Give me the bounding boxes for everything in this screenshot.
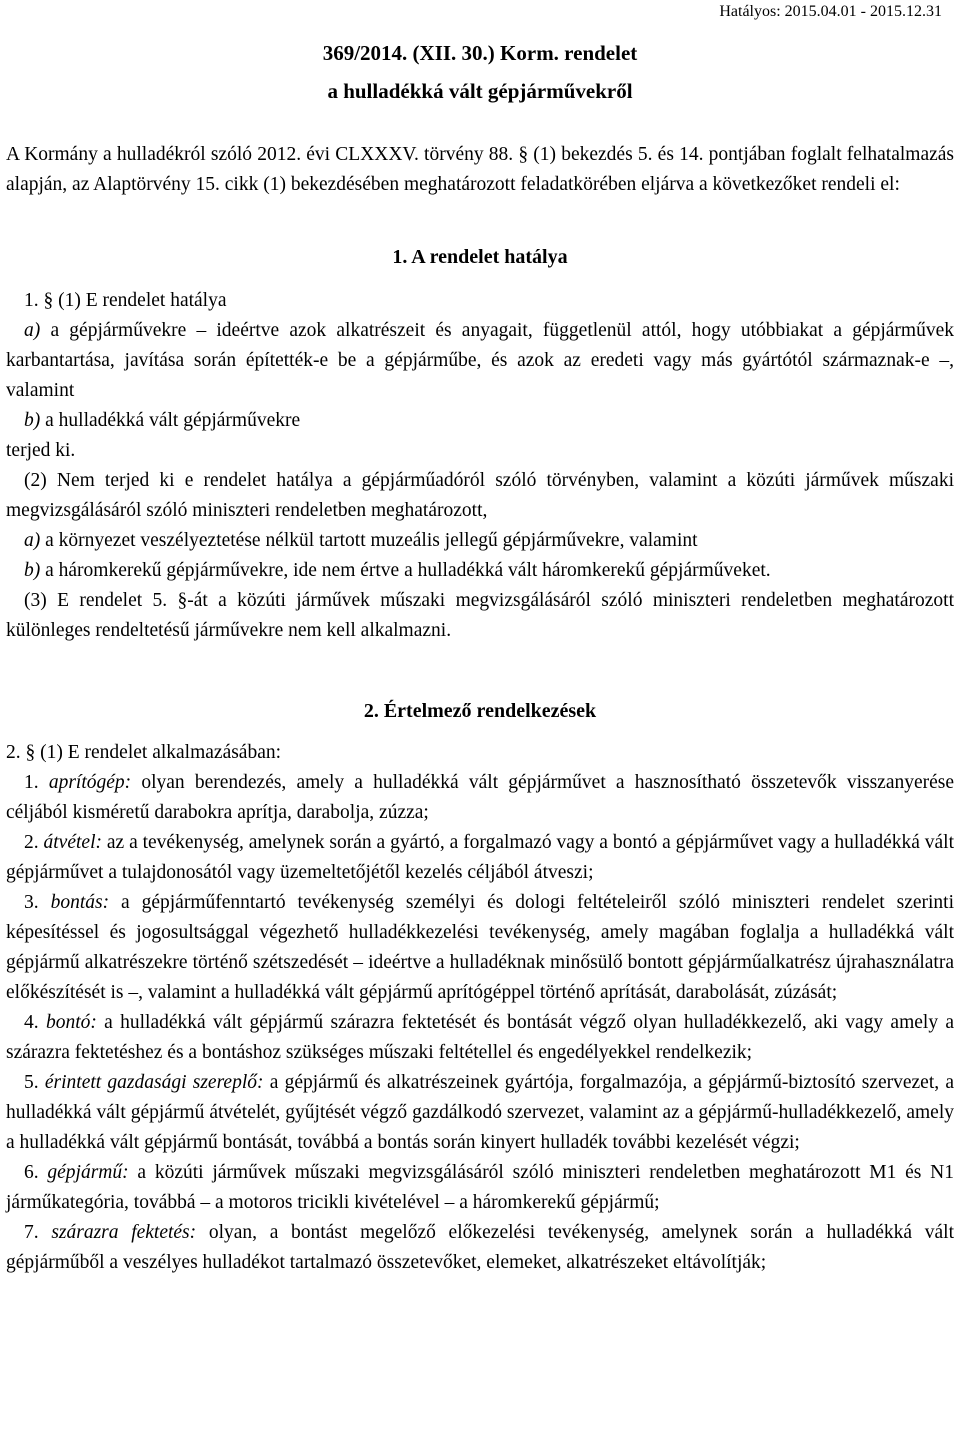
paragraph-2-a: a) a környezet veszélyeztetése nélkül tartott muzeális jellegű gépjárművekre, valamint — [24, 530, 698, 551]
section-2-heading: 2. Értelmező rendelkezések — [363, 700, 597, 722]
definition-number: 5. — [24, 1072, 39, 1093]
definition-term: átvétel: — [43, 832, 102, 853]
definition-term: aprítógép: — [48, 772, 132, 793]
definition-number: 7. — [24, 1222, 39, 1243]
decree-subtitle: a hulladékká vált gépjárművekről — [327, 79, 633, 103]
definition-term: bontás: — [50, 892, 110, 913]
definition-text: olyan berendezés, amely a hulladékká vált gépjárművet a hasznosítható összetevők visszanyerése céljából kisméretű darabokra aprítja, darabolja, zúzza; — [6, 772, 955, 823]
definition-item — [6, 1218, 954, 1278]
definition-number: 1. — [24, 772, 39, 793]
definition-text: az a tevékenység, amelynek során a gyártó, a forgalmazó vagy a bontó a gépjárművet vagy a hulladékká vált gépjárművet a tulajdonosától vagy üzemeltetőjétől kezelés céljából átveszi; — [6, 832, 955, 883]
definition-number: 4. — [24, 1012, 39, 1033]
paragraph-1-lead: 1. § (1) E rendelet hatálya — [24, 290, 227, 311]
paragraph-1-end: terjed ki. — [6, 440, 76, 461]
definition-item — [6, 1158, 954, 1218]
definition-item — [6, 888, 954, 1008]
definition-number: 3. — [24, 892, 39, 913]
definition-text: a gépjármű és alkatrészeinek gyártója, forgalmazója, a gépjármű-biztosító szervezet, a hulladékká vált gépjármű átvételét, gyűjtését végző gazdálkodó szervezet, valamint az a gépjármű-hulladékkezelő, amely a hulladékká vált gépjármű bontását, továbbá a bontás során kinyert hulladék további kezelését végzi; — [6, 1072, 954, 1153]
section-2-body — [6, 738, 954, 1278]
definition-term: szárazra fektetés: — [51, 1222, 197, 1243]
definition-text: a hulladékká vált gépjármű szárazra fektetését és bontását végző olyan hulladékkezelő, aki vagy amely a szárazra fektetéshez és a bontáshoz szükséges műszaki feltétellel és engedélyekkel rendelkezik; — [6, 1012, 955, 1063]
paragraph-2: (2) Nem terjed ki e rendelet hatálya a gépjárműadóról szóló törvényben, valamint a közúti járművek műszaki megvizsgálásáról szóló miniszteri rendeletben meghatározott, — [6, 470, 954, 521]
definition-text: a közúti járművek műszaki megvizsgálásáról szóló miniszteri rendeletben meghatározott M1 és N1 járműkategória, továbbá – a motoros tricikli kivételével – a háromkerekű gépjármű; — [6, 1162, 954, 1213]
section-1-heading: 1. A rendelet hatálya — [392, 246, 568, 268]
paragraph-1-b: b) a hulladékká vált gépjárművekre — [24, 410, 301, 431]
definition-text: olyan, a bontást megelőző előkezelési tevékenység, amelynek során a hulladékká vált gépjárműből a veszélyes hulladékot tartalmazó összetevőket, elemeket, alkatrészeket eltávolítják; — [6, 1222, 955, 1273]
paragraph-2-b: b) a háromkerekű gépjárművekre, ide nem értve a hulladékká vált háromkerekű gépjárműveket. — [24, 560, 771, 581]
decree-title: 369/2014. (XII. 30.) Korm. rendelet — [322, 41, 638, 65]
definition-text: a gépjárműfenntartó tevékenység személyi és dologi feltételeiről szóló miniszteri rendelet szerinti képesítéssel és jogosultsággal végezhető hulladékkezelési tevékenység, amely magában foglalja a hulladékká vált gépjármű alkatrészekre történő szétszedését – ideértve a hulladéknak minősülő bontott gépjárműalkatrész újrahasználatra előkészítését is –, valamint a hulladékká vált gépjármű aprítógéppel történő aprítását, darabolását, zúzását; — [6, 892, 954, 1003]
definition-term: bontó: — [45, 1012, 97, 1033]
definition-term: gépjármű: — [47, 1162, 129, 1183]
definition-term: érintett gazdasági szereplő: — [44, 1072, 264, 1093]
definition-item — [6, 768, 954, 828]
definitions-list — [6, 768, 954, 1278]
paragraph-1-a: a) a gépjárművekre – ideértve azok alkatrészeit és anyagait, függetlenül attól, hogy utóbbiakat a gépjárművek karbantartása, javítása során építették-e be a gépjárműbe, és azok az eredeti vagy más gyártótól származnak-e –, valamint — [6, 320, 954, 401]
paragraph-3: (3) E rendelet 5. §-át a közúti járművek műszaki megvizsgálásáról szóló miniszteri rendeletben meghatározott különleges rendeltetésű járművekre nem kell alkalmazni. — [6, 590, 954, 641]
definition-number: 6. — [24, 1162, 39, 1183]
validity-period: Hatályos: 2015.04.01 - 2015.12.31 — [719, 3, 942, 20]
definition-item — [6, 1008, 954, 1068]
preamble — [6, 140, 954, 200]
definition-item — [6, 1068, 954, 1158]
section-2-lead: 2. § (1) E rendelet alkalmazásában: — [6, 742, 282, 763]
definition-number: 2. — [24, 832, 39, 853]
section-1-body — [6, 286, 954, 646]
preamble-text: A Kormány a hulladékról szóló 2012. évi CLXXXV. törvény 88. § (1) bekezdés 5. és 14. pontjában foglalt felhatalmazás alapján, az Alaptörvény 15. cikk (1) bekezdésében meghatározott feladatkörében eljárva a következőket rendeli el: — [6, 144, 954, 195]
definition-item — [6, 828, 954, 888]
